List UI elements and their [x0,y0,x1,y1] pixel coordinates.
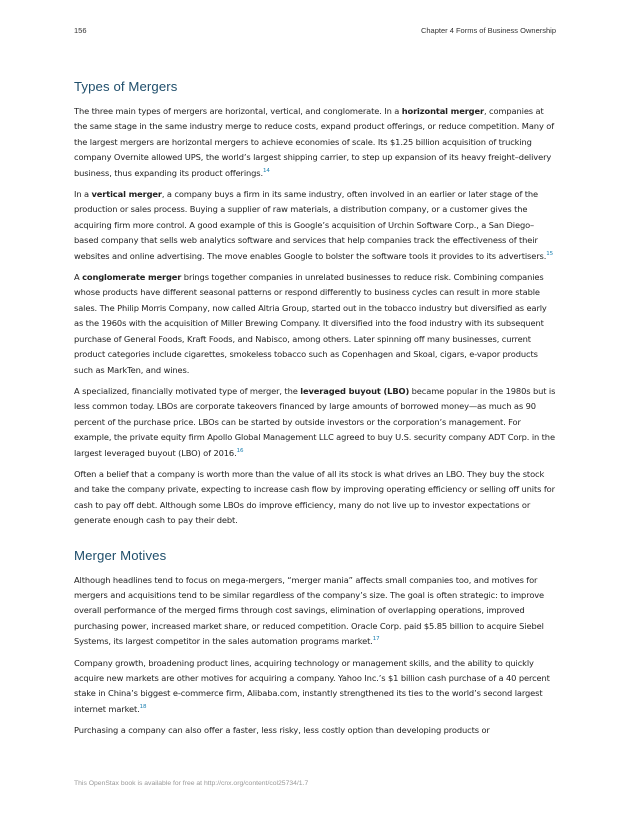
paragraph-vertical-merger: In a vertical merger, a company buys a firm in its same industry, often involved in an earlier or later stage of the production or sales process. Buying a supplier of raw materials, a distribution company, or a customer gives the acquiring firm more control. A good example of this is Google’s acquisition of Urchin Software Corp., a San Diego–based company that sells web analytics software and services that help companies track the effectiveness of their websites and online advertising. The move enables Google to bolster the software tools it provides to its advertisers.$^{15}$ [74,189,553,261]
paragraph-leveraged-buyout: A specialized, financially motivated type of merger, the leveraged buyout (LBO) became popular in the 1980s but is less common today. LBOs are corporate takeovers financed by large amounts of borrowed money—as much as 90 percent of the purchase price. LBOs can be started by outside investors or the corporation’s management. For example, the private equity firm Apollo Global Management LLC agreed to buy U.S. security company ADT Corp. in the largest leveraged buyout (LBO) of 2016.16 [74,385,556,458]
chapter-title: Chapter 4 Forms of Business Ownership [420,26,556,35]
term-horizontal-merger: horizontal merger [401,106,484,116]
paragraph-horizontal-merger: The three main types of mergers are horizontal, vertical, and conglomerate. In a horizontal merger, companies at the same stage in the same industry merge to reduce costs, expand product offerings, or reduce competition. Many of the largest mergers are horizontal mergers to achieve economies of scale. Its $1.25 billion acquisition of trucking company Overnite allowed UPS, the world’s largest shipping carrier, to step up expansion of its heavy freight–delivery business, thus expanding its product offerings.$^{14}$ [74,106,555,178]
footnote-ref-18[interactable]: 18 [139,703,147,710]
footnote-ref-16[interactable]: 16 [236,447,244,454]
section-heading-types-of-mergers: Types of Mergers [74,79,178,94]
term-conglomerate-merger: conglomerate merger [82,272,182,283]
section-heading-merger-motives: Merger Motives [74,547,167,563]
term-leveraged-buyout: leveraged buyout (LBO) [300,385,410,396]
main-content [74,74,558,745]
paragraph-company-growth: Company growth, broadening product lines, acquiring technology or management skills, and the ability to quickly acquire new markets are other motives for acquiring a company. Yahoo Inc.’s $1 billion cash purchase of a 40 percent stake in China’s biggest e-commerce firm, Alibaba.com, instantly strengthened its ties to the world’s second largest internet market.$^{18}$ [74,657,550,714]
footnote-ref-14[interactable]: 14 [263,167,270,174]
paragraph-merger-mania: Although headlines tend to focus on mega-mergers, “merger mania” affects small companies too, and motives for mergers and acquisitions tend to be similar regardless of the company’s size. The goal is often strategic: to improve overall performance of the merged firms through cost savings, elimination of overlapping operations, improved purchasing power, increased market share, or reduced competition. Oracle Corp. paid $5.85 billion to acquire Siebel Systems, its largest competitor in the sales automation programs market.$^{17}$ [74,574,545,647]
page-footer: This OpenStax book is available for free at http://cnx.org/content/col25734/1.7 [74,780,309,787]
term-vertical-merger: vertical merger [91,189,162,200]
footnote-ref-15[interactable]: 15 [546,250,553,257]
page-number: 156 [74,26,87,35]
running-header [74,26,556,35]
paragraph-conglomerate-merger: A conglomerate merger brings together companies in unrelated businesses to reduce risk. Combining companies whose products have different seasonal patterns or respond differently to business cycles can result in more stable sales. The Philip Morris Company, now called Altria Group, started out in the tobacco industry but diversified as early as the 1960s with the acquisition of Miller Brewing Company. It diversified into the food industry with its subsequent purchase of General Foods, Kraft Foods, and Nabisco, among others. Later spinning off many businesses, current product categories include cigarettes, smokeless tobacco such as Copenhagen and Skoal, cigars, e-vapor products such as MarkTen, and wines. [74,272,547,375]
paragraph-lbo-belief: Often a belief that a company is worth more than the value of all its stock is what drives an LBO. They buy the stock and take the company private, expecting to increase cash flow by improving operating efficiency or selling off units for cash to pay off debt. Although some LBOs do improve efficiency, many do not live up to investor expectations or generate enough cash to pay their debt. [74,468,555,526]
paragraph-purchasing-company: Purchasing a company can also offer a faster, less risky, less costly option than developing products or [74,725,490,736]
footnote-ref-17[interactable]: 17 [372,636,380,643]
